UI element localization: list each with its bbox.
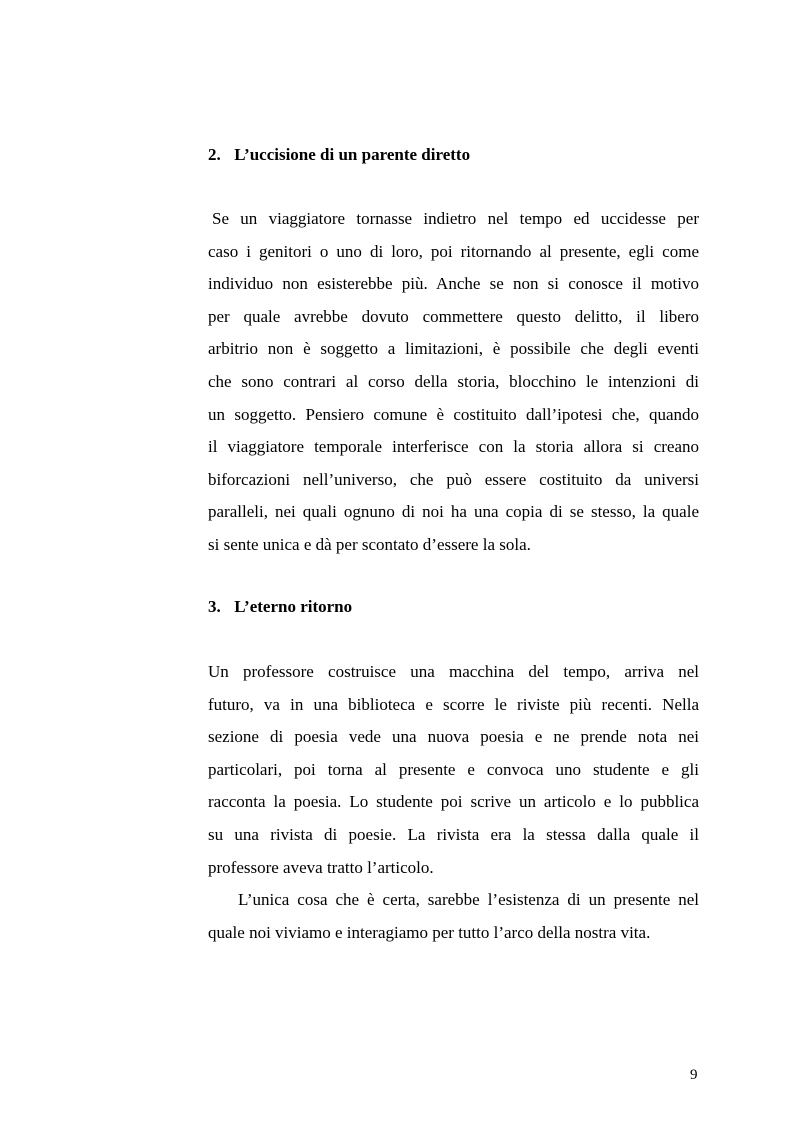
section-3-title: L’eterno ritorno bbox=[234, 597, 353, 616]
section-2-title: L’uccisione di un parente diretto bbox=[234, 145, 471, 164]
paragraph-line: particolari, poi torna al presente e convoca uno studente e gli bbox=[208, 759, 699, 779]
paragraph-line: Un professore costruisce una macchina del tempo, arriva nel bbox=[208, 662, 699, 681]
paragraph-line: racconta la poesia. Lo studente poi scrive un articolo e lo pubblica bbox=[208, 792, 699, 812]
paragraph-line: biforcazioni nell’universo, che può essere costituito da universi bbox=[208, 469, 699, 489]
page-number: 9 bbox=[690, 1067, 698, 1083]
paragraph-line: L’unica cosa che è certa, sarebbe l’esistenza di un presente nel bbox=[238, 890, 699, 909]
paragraph-line: Se un viaggiatore tornasse indietro nel tempo ed uccidesse per bbox=[212, 209, 699, 228]
section-3-heading bbox=[208, 597, 352, 617]
paragraph-line: sezione di poesia vede una nuova poesia e ne prende nota nei bbox=[208, 727, 699, 747]
paragraph-line: paralleli, nei quali ognuno di noi ha una copia di se stesso, la quale bbox=[208, 502, 699, 522]
section-3-paragraph bbox=[208, 656, 699, 884]
paragraph-line: futuro, va in una biblioteca e scorre le riviste più recenti. Nella bbox=[208, 694, 699, 714]
paragraph-line: professore aveva tratto l’articolo. bbox=[208, 857, 434, 877]
paragraph-line: caso i genitori o uno di loro, poi ritornando al presente, egli come bbox=[208, 241, 699, 261]
paragraph-line: su una rivista di poesie. La rivista era la stessa dalla quale il bbox=[208, 824, 699, 844]
section-3-number: 3. bbox=[208, 597, 221, 616]
paragraph-line: il viaggiatore temporale interferisce con la storia allora si creano bbox=[208, 437, 699, 457]
section-3-closing-paragraph bbox=[208, 884, 699, 949]
section-2-number: 2. bbox=[208, 145, 221, 164]
paragraph-line: che sono contrari al corso della storia, blocchino le intenzioni di bbox=[208, 371, 699, 391]
paragraph-line: per quale avrebbe dovuto commettere questo delitto, il libero bbox=[208, 306, 699, 326]
section-2-heading bbox=[208, 145, 470, 165]
paragraph-line: un soggetto. Pensiero comune è costituito dall’ipotesi che, quando bbox=[208, 404, 699, 424]
paragraph-line: individuo non esisterebbe più. Anche se non si conosce il motivo bbox=[208, 274, 699, 294]
paragraph-line: arbitrio non è soggetto a limitazioni, è possibile che degli eventi bbox=[208, 339, 699, 359]
paragraph-line: quale noi viviamo e interagiamo per tutto l’arco della nostra vita. bbox=[208, 922, 651, 942]
section-2-paragraph bbox=[208, 203, 699, 562]
paragraph-line: si sente unica e dà per scontato d’essere la sola. bbox=[208, 534, 531, 554]
